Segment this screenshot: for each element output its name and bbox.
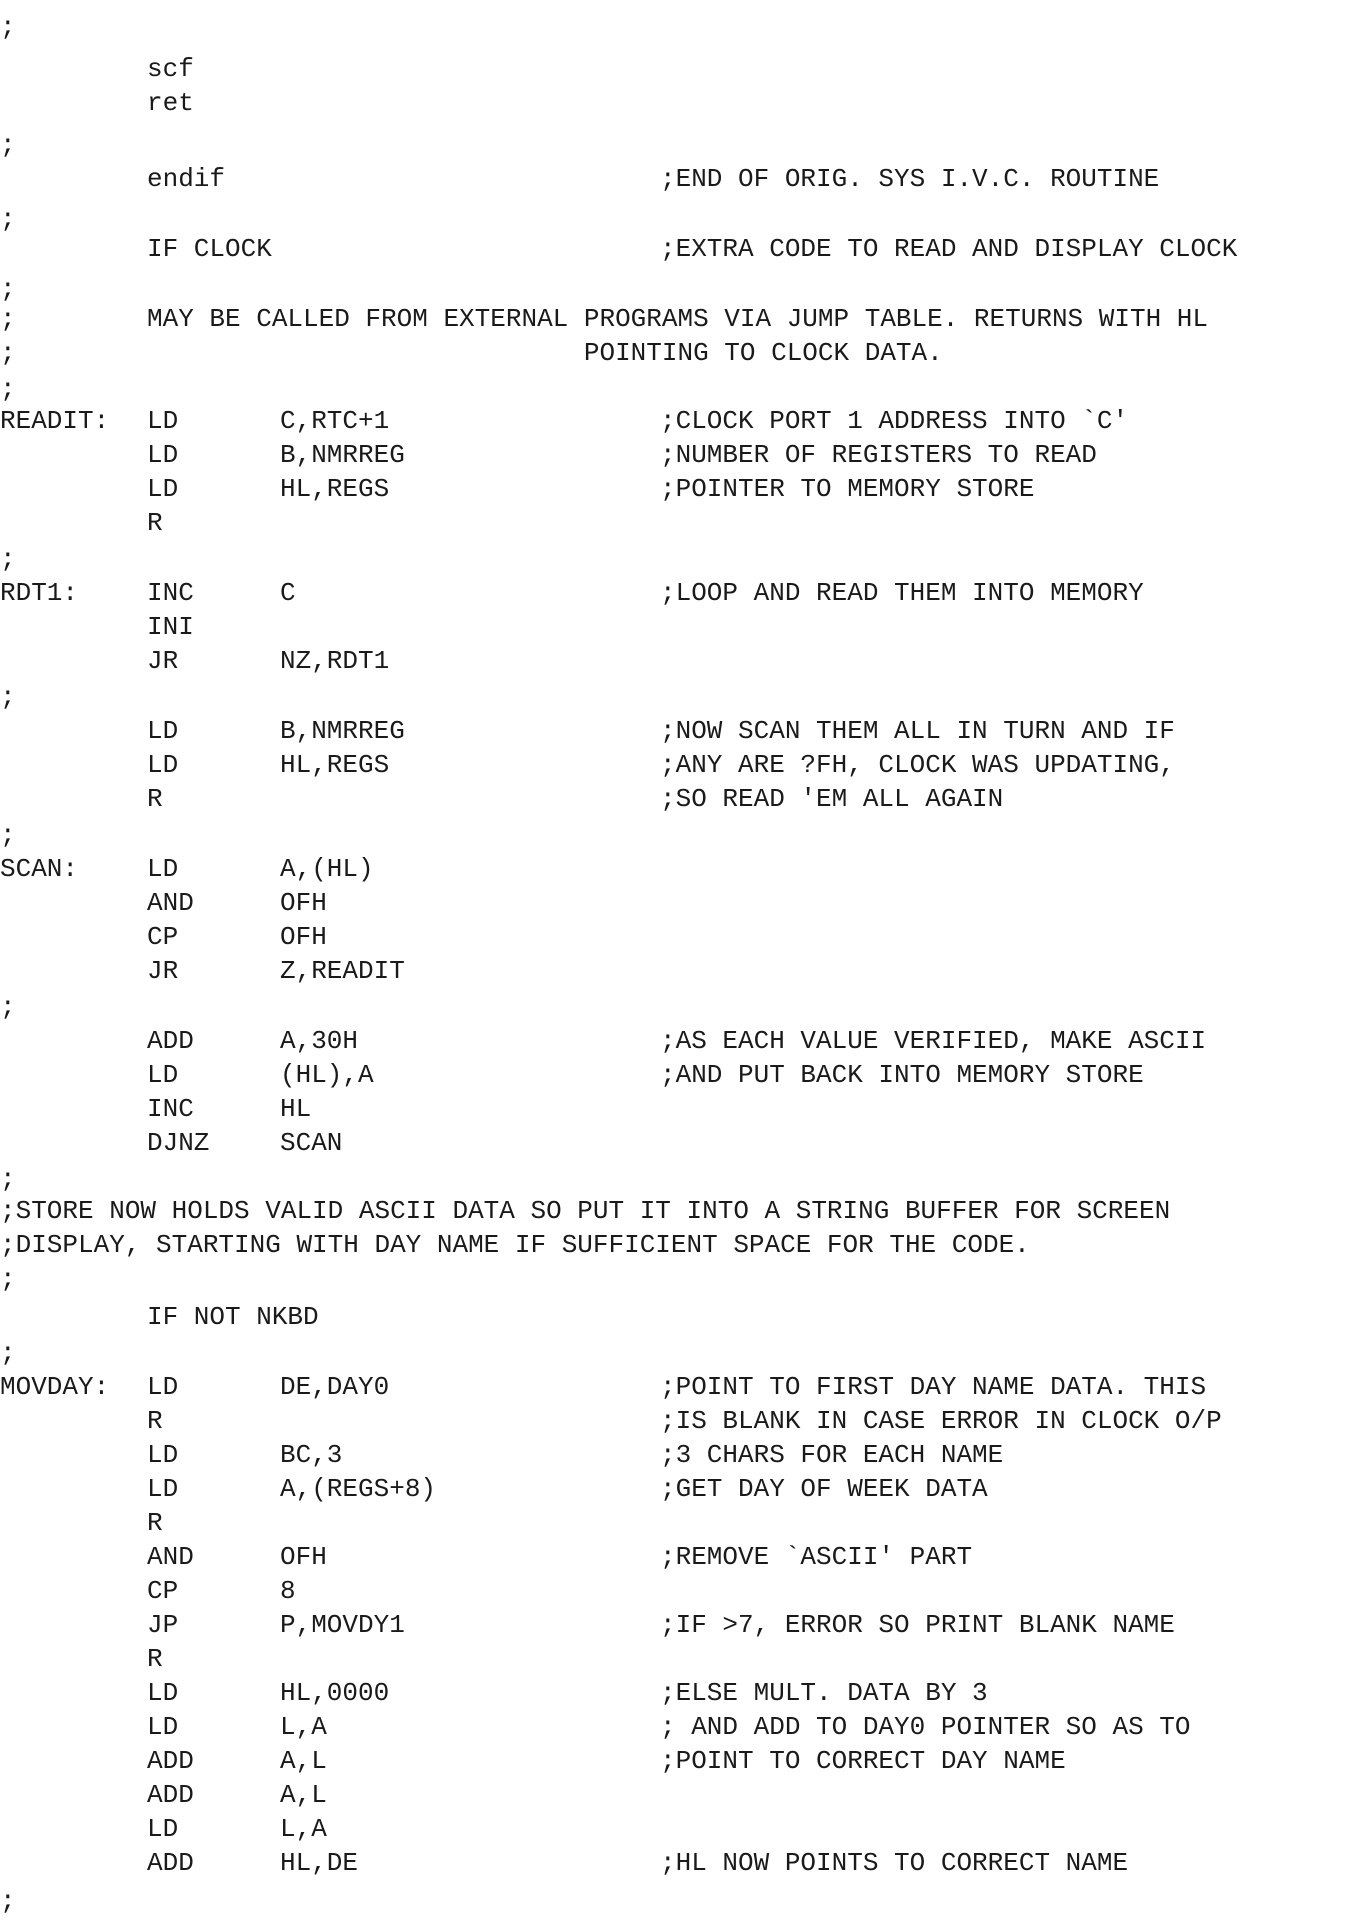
code-comment: ;ANY ARE ?FH, CLOCK WAS UPDATING,: [660, 750, 1175, 780]
code-label: ;: [0, 820, 16, 850]
code-comment: ;POINT TO CORRECT DAY NAME: [660, 1746, 1066, 1776]
code-comment: ;IS BLANK IN CASE ERROR IN CLOCK O/P: [660, 1406, 1222, 1436]
code-line: [0, 1710, 1370, 1744]
code-line: [0, 1540, 1370, 1574]
code-opcode: LD: [147, 406, 179, 436]
code-opcode: R: [147, 1406, 163, 1436]
code-operand: L,A: [280, 1712, 327, 1742]
code-comment: ;AS EACH VALUE VERIFIED, MAKE ASCII: [660, 1026, 1207, 1056]
code-label: ;: [0, 204, 16, 234]
code-label: ;: [0, 12, 16, 42]
code-line: [0, 202, 1370, 236]
code-opcode: IF NOT NKBD: [147, 1302, 319, 1332]
code-line: [0, 1058, 1370, 1092]
code-comment: ;AND PUT BACK INTO MEMORY STORE: [660, 1060, 1144, 1090]
code-line: [0, 1438, 1370, 1472]
code-opcode: R: [147, 1508, 163, 1538]
code-line: [0, 1574, 1370, 1608]
code-line: [0, 576, 1370, 610]
code-line: [0, 818, 1370, 852]
code-line: [0, 1884, 1370, 1918]
code-line: [0, 644, 1370, 678]
code-operand: OFH: [280, 922, 327, 952]
code-opcode: LD: [147, 1372, 179, 1402]
code-comment: ;NUMBER OF REGISTERS TO READ: [660, 440, 1097, 470]
code-line: [0, 714, 1370, 748]
code-opcode: AND: [147, 888, 194, 918]
code-line: [0, 1126, 1370, 1160]
code-opcode: JR: [147, 956, 179, 986]
code-operand: A,L: [280, 1746, 327, 1776]
code-operand: A,30H: [280, 1026, 359, 1056]
code-opcode: IF CLOCK: [147, 234, 272, 264]
code-opcode: LD: [147, 750, 179, 780]
code-line: [0, 336, 1370, 370]
code-opcode: DJNZ: [147, 1128, 210, 1158]
code-opcode: LD: [147, 1678, 179, 1708]
code-label: ;: [0, 1886, 16, 1916]
code-opcode: AND: [147, 1542, 194, 1572]
code-label: ;: [0, 130, 16, 160]
code-operand: HL: [280, 1094, 312, 1124]
code-line: [0, 1642, 1370, 1676]
code-line: [0, 954, 1370, 988]
code-line: [0, 1194, 1370, 1228]
code-line: [0, 52, 1370, 86]
code-comment: ;IF >7, ERROR SO PRINT BLANK NAME: [660, 1610, 1175, 1640]
code-line: [0, 438, 1370, 472]
code-line: [0, 1024, 1370, 1058]
code-opcode: R: [147, 784, 163, 814]
code-line: [0, 1846, 1370, 1880]
code-operand: HL,DE: [280, 1848, 359, 1878]
code-line: [0, 404, 1370, 438]
code-operand: (HL),A: [280, 1060, 374, 1090]
code-label: ;: [0, 338, 16, 368]
code-operand: 8: [280, 1576, 296, 1606]
code-label: ;: [0, 992, 16, 1022]
code-line: [0, 272, 1370, 306]
code-operand: C: [280, 578, 296, 608]
code-operand: P,MOVDY1: [280, 1610, 405, 1640]
code-line: [0, 1162, 1370, 1196]
code-comment: ;LOOP AND READ THEM INTO MEMORY: [660, 578, 1144, 608]
code-comment: ;POINTER TO MEMORY STORE: [660, 474, 1035, 504]
code-operand: SCAN: [280, 1128, 343, 1158]
code-comment: ;REMOVE `ASCII' PART: [660, 1542, 973, 1572]
code-line: [0, 990, 1370, 1024]
code-line: [0, 1778, 1370, 1812]
code-opcode: LD: [147, 1712, 179, 1742]
code-operand: A,(HL): [280, 854, 374, 884]
code-line: [0, 1336, 1370, 1370]
code-opcode: R: [147, 508, 163, 538]
code-line: [0, 782, 1370, 816]
code-label: ;: [0, 1264, 16, 1294]
code-line: [0, 86, 1370, 120]
code-line: [0, 1300, 1370, 1334]
code-opcode: ADD: [147, 1780, 194, 1810]
code-label: ;: [0, 544, 16, 574]
code-operand: HL,REGS: [280, 474, 390, 504]
code-label: RDT1:: [0, 578, 79, 608]
code-line: [0, 1228, 1370, 1262]
code-operand: OFH: [280, 1542, 327, 1572]
code-opcode: LD: [147, 440, 179, 470]
code-label: ;: [0, 1164, 16, 1194]
code-line: [0, 886, 1370, 920]
code-opcode: R: [147, 1644, 163, 1674]
code-opcode: JP: [147, 1610, 179, 1640]
code-opcode: LD: [147, 1814, 179, 1844]
code-label: MOVDAY:: [0, 1372, 110, 1402]
code-line: [0, 506, 1370, 540]
code-line: [0, 1092, 1370, 1126]
code-line: [0, 372, 1370, 406]
code-comment: ;NOW SCAN THEM ALL IN TURN AND IF: [660, 716, 1175, 746]
code-opcode: ret: [147, 88, 194, 118]
code-opcode: LD: [147, 1060, 179, 1090]
code-label: ;: [0, 374, 16, 404]
code-opcode: CP: [147, 1576, 179, 1606]
code-line: [0, 10, 1370, 44]
code-line: [0, 1404, 1370, 1438]
code-line: [0, 162, 1370, 196]
code-line: [0, 1506, 1370, 1540]
code-opcode: CP: [147, 922, 179, 952]
code-comment: ;END OF ORIG. SYS I.V.C. ROUTINE: [660, 164, 1160, 194]
code-operand: NZ,RDT1: [280, 646, 390, 676]
code-opcode: ADD: [147, 1026, 194, 1056]
comment-line: ;DISPLAY, STARTING WITH DAY NAME IF SUFFICIENT SPACE FOR THE CODE.: [0, 1230, 1030, 1260]
code-comment: ;GET DAY OF WEEK DATA: [660, 1474, 988, 1504]
code-line: [0, 1676, 1370, 1710]
code-operand: B,NMRREG: [280, 440, 405, 470]
code-operand: HL,0000: [280, 1678, 390, 1708]
code-operand: HL,REGS: [280, 750, 390, 780]
code-opcode: INC: [147, 1094, 194, 1124]
code-line: [0, 610, 1370, 644]
code-operand: BC,3: [280, 1440, 343, 1470]
code-operand: A,L: [280, 1780, 327, 1810]
code-comment: ;POINT TO FIRST DAY NAME DATA. THIS: [660, 1372, 1207, 1402]
code-line: [0, 232, 1370, 266]
comment-line: ;STORE NOW HOLDS VALID ASCII DATA SO PUT IT INTO A STRING BUFFER FOR SCREEN: [0, 1196, 1171, 1226]
code-label: ;: [0, 1338, 16, 1368]
code-opcode: INC: [147, 578, 194, 608]
code-label: READIT:: [0, 406, 110, 436]
code-line: [0, 1370, 1370, 1404]
code-operand: A,(REGS+8): [280, 1474, 437, 1504]
code-operand: OFH: [280, 888, 327, 918]
code-label: ;: [0, 304, 16, 334]
comment-text: POINTING TO CLOCK DATA.: [147, 338, 943, 368]
code-opcode: ADD: [147, 1746, 194, 1776]
code-line: [0, 542, 1370, 576]
code-line: [0, 1744, 1370, 1778]
code-operand: L,A: [280, 1814, 327, 1844]
code-opcode: endif: [147, 164, 226, 194]
code-label: ;: [0, 682, 16, 712]
code-opcode: scf: [147, 54, 194, 84]
code-opcode: LD: [147, 716, 179, 746]
code-line: [0, 680, 1370, 714]
code-label: ;: [0, 274, 16, 304]
code-opcode: LD: [147, 854, 179, 884]
code-opcode: LD: [147, 1474, 179, 1504]
code-line: [0, 748, 1370, 782]
code-line: [0, 1262, 1370, 1296]
code-opcode: INI: [147, 612, 194, 642]
code-comment: ;SO READ 'EM ALL AGAIN: [660, 784, 1004, 814]
code-operand: C,RTC+1: [280, 406, 390, 436]
code-line: [0, 920, 1370, 954]
code-line: [0, 472, 1370, 506]
code-comment: ;HL NOW POINTS TO CORRECT NAME: [660, 1848, 1129, 1878]
code-line: [0, 1608, 1370, 1642]
code-line: [0, 1472, 1370, 1506]
code-comment: ;CLOCK PORT 1 ADDRESS INTO `C': [660, 406, 1129, 436]
code-line: [0, 852, 1370, 886]
code-comment: ;3 CHARS FOR EACH NAME: [660, 1440, 1004, 1470]
code-operand: Z,READIT: [280, 956, 405, 986]
code-opcode: JR: [147, 646, 179, 676]
code-line: [0, 302, 1370, 336]
comment-text: MAY BE CALLED FROM EXTERNAL PROGRAMS VIA JUMP TABLE. RETURNS WITH HL: [147, 304, 1208, 334]
code-opcode: LD: [147, 474, 179, 504]
code-opcode: LD: [147, 1440, 179, 1470]
code-operand: DE,DAY0: [280, 1372, 390, 1402]
code-comment: ;ELSE MULT. DATA BY 3: [660, 1678, 988, 1708]
code-line: [0, 128, 1370, 162]
code-operand: B,NMRREG: [280, 716, 405, 746]
code-opcode: ADD: [147, 1848, 194, 1878]
code-label: SCAN:: [0, 854, 79, 884]
code-comment: ;EXTRA CODE TO READ AND DISPLAY CLOCK: [660, 234, 1238, 264]
code-comment: ; AND ADD TO DAY0 POINTER SO AS TO: [660, 1712, 1191, 1742]
code-line: [0, 1812, 1370, 1846]
